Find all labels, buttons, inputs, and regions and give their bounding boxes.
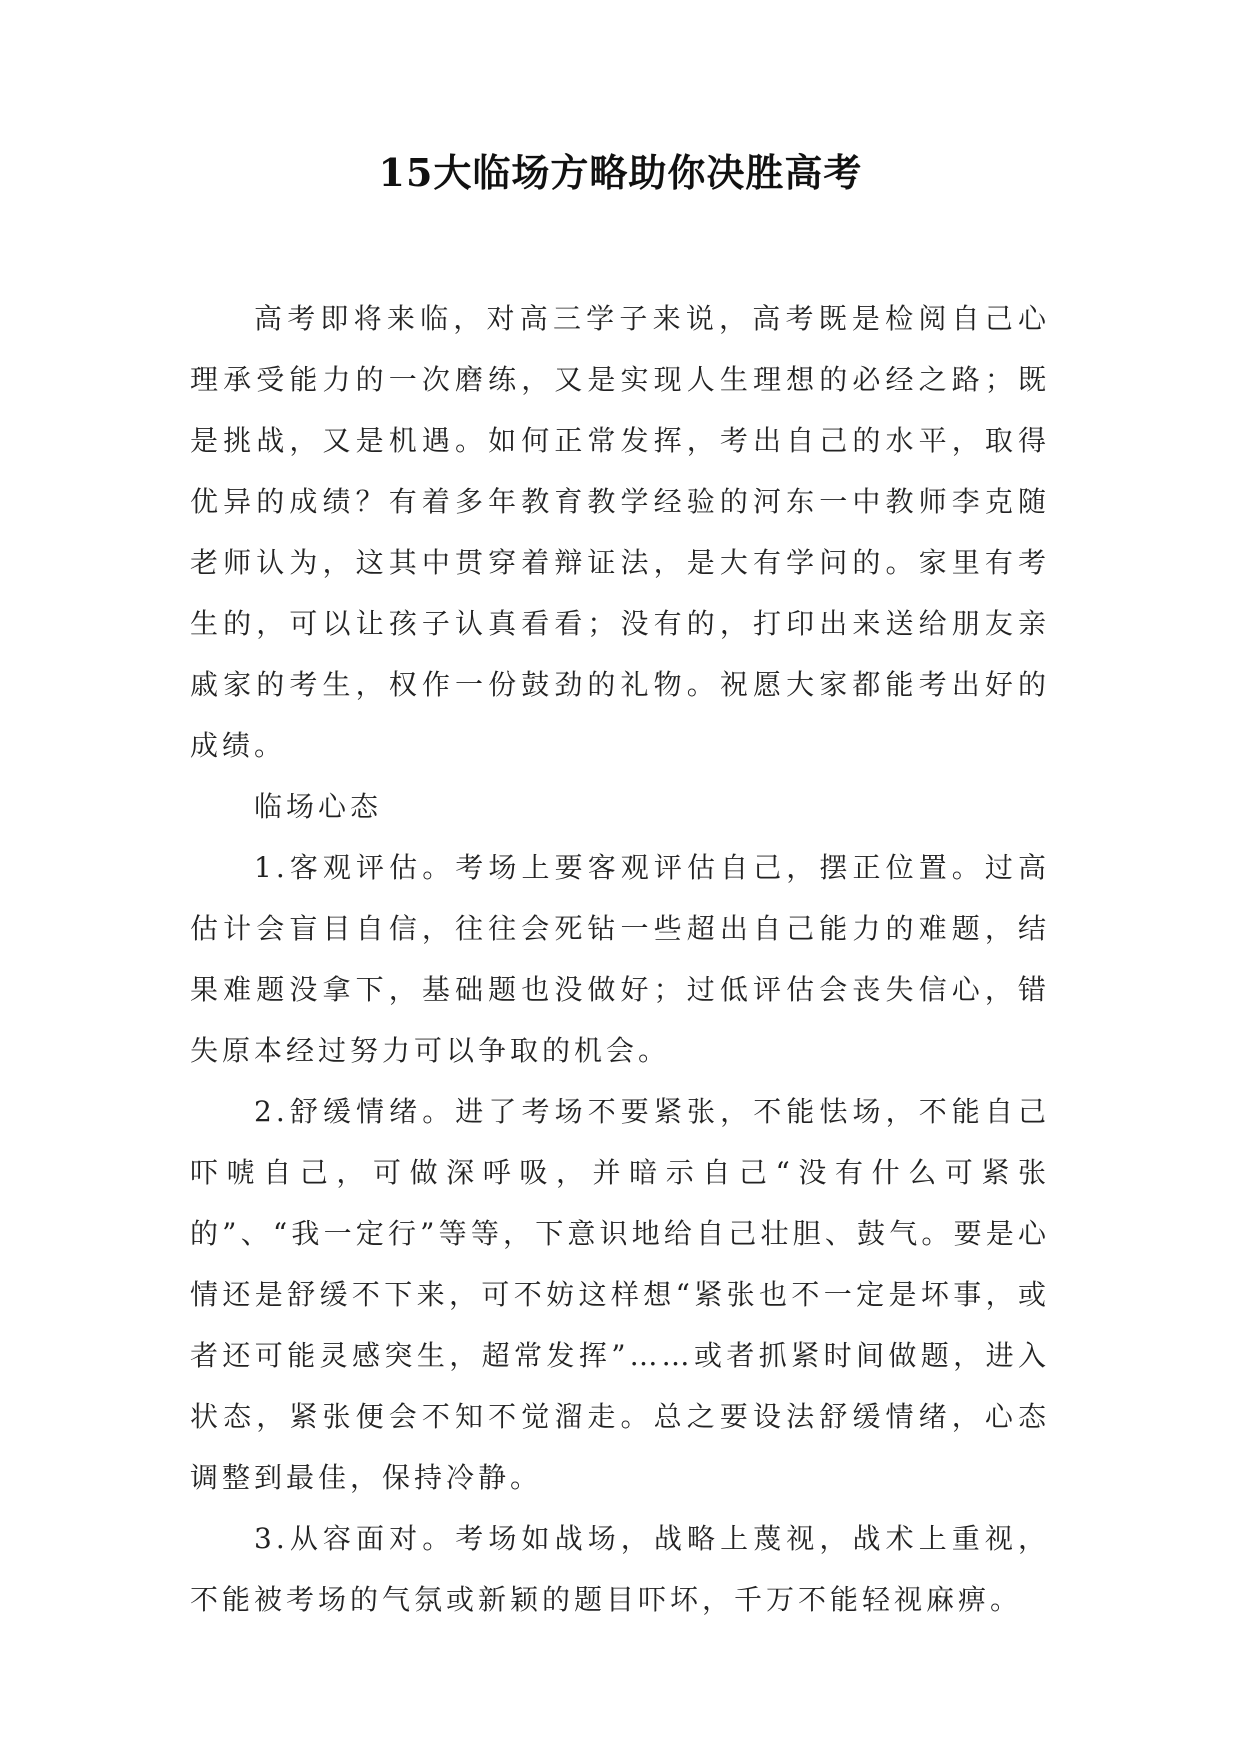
section-heading-mindset: 临场心态 bbox=[254, 790, 383, 823]
document-title: 15大临场方略助你决胜高考 bbox=[378, 150, 863, 195]
document-body bbox=[190, 288, 1050, 1630]
item-paragraph-1: 1.客观评估。考场上要客观评估自己，摆正位置。过高估计会盲目自信，往往会死钻一些超出自己能力的难题，结果难题没拿下，基础题也没做好；过低评估会丧失信心，错失原本经过努力可以争取的机会。 bbox=[190, 851, 1050, 1067]
intro-paragraph: 高考即将来临，对高三学子来说，高考既是检阅自己心理承受能力的一次磨练，又是实现人生理想的必经之路；既是挑战，又是机遇。如何正常发挥，考出自己的水平，取得优异的成绩？有着多年教育教学经验的河东一中教师李克随老师认为，这其中贯穿着辩证法，是大有学问的。家里有考生的，可以让孩子认真看看；没有的，打印出来送给朋友亲戚家的考生，权作一份鼓劲的礼物。祝愿大家都能考出好的成绩。 bbox=[190, 302, 1050, 762]
item-paragraph-3: 3.从容面对。考场如战场，战略上蔑视，战术上重视，不能被考场的气氛或新颖的题目吓坏，千万不能轻视麻痹。 bbox=[190, 1522, 1050, 1616]
item-paragraph-2: 2.舒缓情绪。进了考场不要紧张，不能怯场，不能自己吓唬自己，可做深呼吸，并暗示自己“没有什么可紧张的”、“我一定行”等等，下意识地给自己壮胆、鼓气。要是心情还是舒缓不下来，可不妨这样想“紧张也不一定是坏事，或者还可能灵感突生，超常发挥”……或者抓紧时间做题，进入状态，紧张便会不知不觉溜走。总之要设法舒缓情绪，心态调整到最佳，保持冷静。 bbox=[190, 1095, 1050, 1494]
